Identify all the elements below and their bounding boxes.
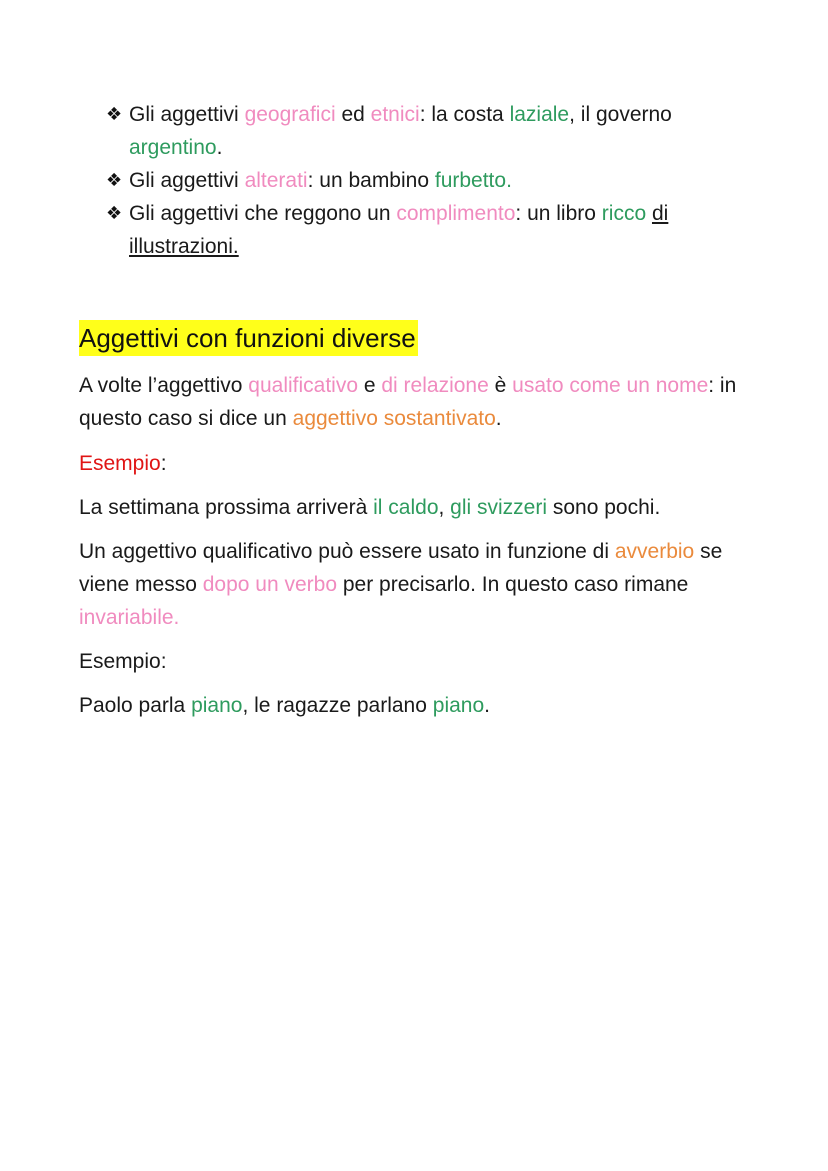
bullet-list (106, 98, 746, 263)
bullet-item: ❖ Gli aggettivi geografici ed etnici: la costa laziale, il governo argentino. (106, 98, 746, 164)
four-diamond-icon: ❖ (106, 170, 123, 190)
example-label: Esempio: (79, 650, 167, 673)
four-diamond-icon: ❖ (106, 104, 123, 124)
four-diamond-icon: ❖ (106, 203, 123, 223)
example-sentence: Paolo parla piano, le ragazze parlano piano. (79, 694, 490, 717)
section-heading: Aggettivi con funzioni diverse (79, 320, 418, 356)
paragraph-sostantivato: A volte l’aggettivo qualificativo e di relazione è usato come un nome: in questo caso si dice un aggettivo sostantivato. (79, 374, 737, 430)
bullet-item: ❖ Gli aggettivi che reggono un complimento: un libro ricco di illustrazioni. (106, 197, 746, 263)
paragraph-avverbio: Un aggettivo qualificativo può essere usato in funzione di avverbio se viene messo dopo un verbo per precisarlo. In questo caso rimane invariabile. (79, 540, 723, 629)
bullet-item: ❖ Gli aggettivi alterati: un bambino furbetto. (106, 164, 746, 197)
example-sentence: La settimana prossima arriverà il caldo, gli svizzeri sono pochi. (79, 496, 661, 519)
example-label: Esempio: (79, 452, 167, 475)
